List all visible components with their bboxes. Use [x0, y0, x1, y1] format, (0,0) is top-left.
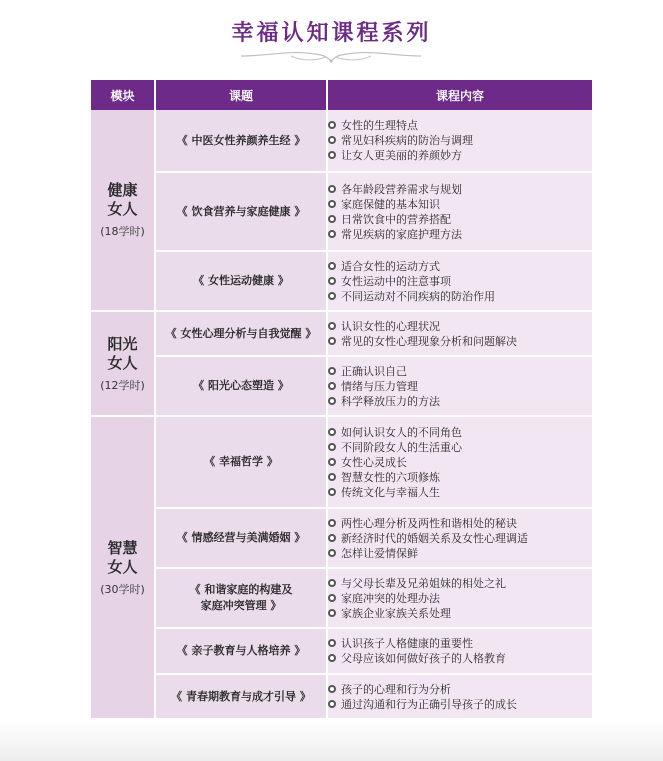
list-item: 家庭冲突的处理办法 — [328, 591, 592, 606]
list-item: 家族企业家族关系处理 — [328, 606, 592, 621]
table-row — [91, 508, 592, 568]
list-item: 不同运动对不同疾病的防治作用 — [328, 289, 592, 304]
content-cell — [327, 628, 592, 674]
topic-cell: 《 女性运动健康 》 — [155, 251, 327, 311]
bullet-icon — [328, 382, 336, 390]
bullet-icon — [328, 230, 336, 238]
topic-cell: 《 饮食营养与家庭健康 》 — [155, 172, 327, 251]
module-name: 女人 — [107, 200, 138, 218]
list-item: 正确认识自己 — [328, 364, 592, 379]
module-name: 女人 — [107, 353, 138, 372]
bullet-icon — [328, 654, 336, 662]
content-cell — [327, 508, 592, 568]
list-item: 与父母长辈及兄弟姐妹的相处之礼 — [328, 576, 592, 591]
table-row — [91, 251, 592, 311]
bullet-icon — [328, 428, 336, 436]
table-row — [91, 311, 592, 356]
content-cell — [327, 251, 592, 311]
topic-cell: 《 青春期教育与成才引导 》 — [155, 674, 327, 719]
list-item: 传统文化与幸福人生 — [328, 485, 592, 500]
bullet-icon — [328, 685, 336, 693]
table-header-row — [91, 80, 592, 110]
list-item: 常见的女性心理现象分析和问题解决 — [328, 334, 592, 349]
content-cell — [327, 172, 592, 251]
table-row — [91, 416, 592, 508]
topic-cell: 《 中医女性养颜养生经 》 — [155, 110, 327, 172]
module-name: 阳光 — [107, 334, 138, 353]
header-module: 模块 — [91, 80, 155, 110]
list-item: 各年龄段营养需求与规划 — [328, 182, 592, 197]
bullet-icon — [328, 151, 336, 159]
flourish-ornament-icon — [231, 47, 431, 65]
bullet-icon — [328, 277, 336, 285]
bullet-icon — [328, 443, 336, 451]
bullet-icon — [328, 594, 336, 602]
content-cell — [327, 568, 592, 628]
bottom-shade — [0, 721, 663, 761]
bullet-icon — [328, 473, 336, 481]
bullet-icon — [328, 136, 336, 144]
bullet-icon — [328, 215, 336, 223]
header-content: 课程内容 — [327, 80, 592, 110]
bullet-icon — [328, 579, 336, 587]
page-title: 幸福认知课程系列 — [231, 21, 432, 46]
topic-title-line: 《 和谐家庭的构建及 — [189, 583, 293, 596]
list-item: 父母应该如何做好孩子的人格教育 — [328, 651, 592, 666]
bullet-icon — [328, 262, 336, 270]
list-item: 日常饮食中的营养搭配 — [328, 212, 592, 227]
list-item: 让女人更美丽的养颜妙方 — [328, 148, 592, 163]
list-item: 情绪与压力管理 — [328, 379, 592, 394]
list-item: 通过沟通和行为正确引导孩子的成长 — [328, 697, 592, 712]
list-item: 常见妇科疾病的防治与调理 — [328, 133, 592, 148]
list-item: 适合女性的运动方式 — [328, 259, 592, 274]
module-hours: (12学时) — [100, 378, 145, 392]
bullet-icon — [328, 609, 336, 617]
topic-cell — [155, 568, 327, 628]
topic-cell: 《 亲子教育与人格培养 》 — [155, 628, 327, 674]
list-item: 两性心理分析及两性和谐相处的秘诀 — [328, 516, 592, 531]
content-cell — [327, 674, 592, 719]
topic-title-line: 家庭冲突管理 》 — [200, 599, 282, 612]
bullet-icon — [328, 337, 336, 345]
list-item: 女性的生理特点 — [328, 118, 592, 133]
bullet-icon — [328, 534, 336, 542]
table-row — [91, 110, 592, 172]
bullet-icon — [328, 519, 336, 527]
bullet-icon — [328, 292, 336, 300]
list-item: 认识孩子人格健康的重要性 — [328, 636, 592, 651]
module-name: 女人 — [107, 557, 138, 576]
bullet-icon — [328, 121, 336, 129]
table-row — [91, 568, 592, 628]
table-row — [91, 628, 592, 674]
list-item: 女性心灵成长 — [328, 455, 592, 470]
list-item: 女性运动中的注意事项 — [328, 274, 592, 289]
bullet-icon — [328, 458, 336, 466]
bullet-icon — [328, 397, 336, 405]
bullet-icon — [328, 322, 336, 330]
list-item: 怎样让爱情保鲜 — [328, 546, 592, 561]
table-row — [91, 172, 592, 251]
module-name: 智慧 — [107, 538, 138, 557]
module-hours: (18学时) — [100, 225, 145, 238]
table-row — [91, 356, 592, 416]
list-item: 家庭保健的基本知识 — [328, 197, 592, 212]
table-row — [91, 674, 592, 719]
module-name: 健康 — [107, 181, 138, 199]
content-cell — [327, 110, 592, 172]
module-cell-wisdom — [91, 416, 155, 719]
content-cell — [327, 356, 592, 416]
course-table — [91, 80, 592, 720]
topic-cell: 《 情感经营与美满婚姻 》 — [155, 508, 327, 568]
content-cell — [327, 416, 592, 508]
module-cell-sunshine — [91, 311, 155, 416]
header-topic: 课题 — [155, 80, 327, 110]
topic-cell: 《 阳光心态塑造 》 — [155, 356, 327, 416]
list-item: 认识女性的心理状况 — [328, 319, 592, 334]
list-item: 常见疾病的家庭护理方法 — [328, 227, 592, 242]
list-item: 如何认识女人的不同角色 — [328, 425, 592, 440]
topic-cell: 《 幸福哲学 》 — [155, 416, 327, 508]
list-item: 新经济时代的婚姻关系及女性心理调适 — [328, 531, 592, 546]
content-cell — [327, 311, 592, 356]
bullet-icon — [328, 200, 336, 208]
module-hours: (30学时) — [100, 582, 145, 596]
topic-cell: 《 女性心理分析与自我觉醒 》 — [155, 311, 327, 356]
page-header — [0, 0, 663, 78]
bullet-icon — [328, 367, 336, 375]
list-item: 智慧女性的六项修炼 — [328, 470, 592, 485]
bullet-icon — [328, 549, 336, 557]
list-item: 不同阶段女人的生活重心 — [328, 440, 592, 455]
bullet-icon — [328, 639, 336, 647]
bullet-icon — [328, 488, 336, 496]
bullet-icon — [328, 700, 336, 708]
list-item: 科学释放压力的方法 — [328, 394, 592, 409]
bullet-icon — [328, 185, 336, 193]
module-cell-health — [91, 110, 155, 311]
list-item: 孩子的心理和行为分析 — [328, 682, 592, 697]
